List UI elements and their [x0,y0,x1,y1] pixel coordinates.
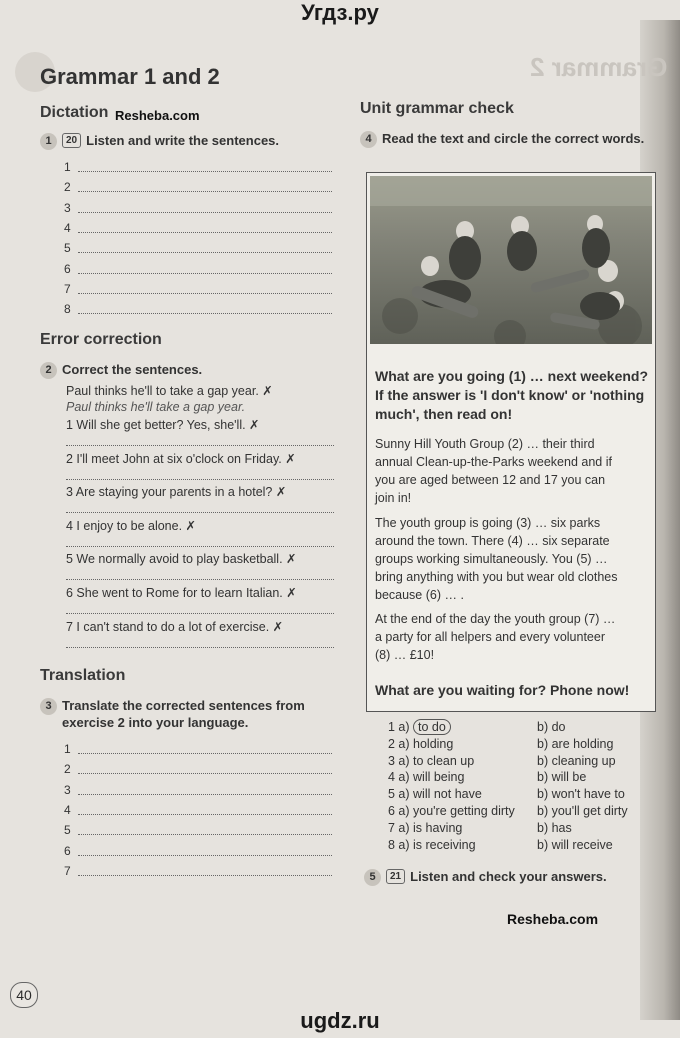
line-number: 5 [64,241,71,256]
advert-paragraph-1 [375,435,647,507]
page-number: 40 [10,982,38,1008]
option-b-text: will receive [551,837,613,852]
option-a[interactable]: 5 a) will not have [388,787,482,802]
advert-box [366,172,656,712]
dotted-answer-line[interactable] [78,313,332,314]
option-a-text: will being [413,770,465,785]
writing-line[interactable] [64,297,332,317]
option-a-text: will not have [413,787,482,802]
task-3-text-2: exercise 2 into your language. [62,715,249,730]
translation-heading: Translation [40,667,126,684]
task-4-instruction [360,131,644,148]
line-number: 6 [64,843,71,858]
writing-line[interactable] [64,155,332,175]
line-number: 6 [64,261,71,276]
dotted-answer-line[interactable] [66,512,334,513]
writing-line[interactable] [64,257,332,277]
dotted-answer-line[interactable] [66,613,334,614]
watermark-bottom: ugdz.ru [300,1008,380,1033]
option-b-text: you'll get dirty [551,804,628,818]
error-item: 4 I enjoy to be alone. ✗ [66,518,197,533]
writing-line[interactable] [64,737,332,757]
line-number: 1 [64,160,71,174]
dotted-answer-line[interactable] [66,647,334,648]
advert-text-line: Sunny Hill Youth Group (2) … their third [375,437,595,451]
error-item: 3 Are staying your parents in a hotel? ✗ [66,485,287,500]
dotted-answer-line[interactable] [78,834,332,835]
task-3-instruction [40,698,305,730]
option-a[interactable]: 7 a) is having [388,820,463,835]
option-a-text: you're getting dirty [413,804,515,818]
watermark-top: Угдз.ру [301,0,379,25]
task-number-badge: 3 [40,698,57,715]
error-item: 5 We normally avoid to play basketball. ✗ [66,552,297,567]
option-b-text: has [551,820,572,835]
option-b[interactable]: b) you'll get dirty [537,804,628,818]
option-b[interactable]: b) has [537,820,572,835]
dotted-answer-line[interactable] [78,171,332,172]
option-b-text: won't have to [551,787,625,802]
writing-line[interactable] [64,757,332,777]
error-example: Paul thinks he'll to take a gap year. ✗ [66,384,273,398]
dotted-answer-line[interactable] [78,293,332,294]
option-a-text: to do [413,719,451,735]
dotted-answer-line[interactable] [78,212,332,213]
advert-text-line: you are aged between 12 and 17 you can [375,473,606,487]
writing-line[interactable] [64,277,332,297]
dotted-answer-line[interactable] [66,579,334,580]
dotted-answer-line[interactable] [78,875,332,876]
advert-text-line: At the end of the day the youth group (7) … [375,612,616,626]
resheba-watermark-2: Resheba.com [507,911,599,927]
advert-text-line: The youth group is going (3) … six parks [375,516,601,530]
task-4-text: Read the text and circle the correct words. [382,131,645,146]
option-number: 5 [388,787,395,802]
dotted-answer-line[interactable] [78,753,332,754]
task-1-instruction [40,133,279,150]
unit-check-heading: Unit grammar check [360,100,514,117]
error-item: 6 She went to Rome for to learn Italian. ✗ [66,586,297,600]
error-example-answer: Paul thinks he'll take a gap year. [66,400,246,414]
writing-line[interactable] [64,175,332,195]
line-number: 3 [64,782,71,797]
option-a[interactable]: 8 a) is receiving [388,837,476,852]
advert-text-line: (8) … £10! [375,648,435,662]
dotted-answer-line[interactable] [66,546,334,547]
option-a-text: holding [413,736,454,751]
line-number: 5 [64,823,71,838]
option-a[interactable]: 1 a) to do [388,720,451,734]
option-b-text: cleaning up [551,753,616,768]
writing-line[interactable] [64,839,332,859]
page-title: Grammar 1 and 2 [40,64,220,89]
line-number: 3 [64,200,71,215]
writing-line[interactable] [64,818,332,838]
dotted-answer-line[interactable] [66,479,334,480]
writing-line[interactable] [64,798,332,818]
line-number: 1 [64,742,71,756]
writing-line[interactable] [64,778,332,798]
option-number: 2 [388,736,395,751]
option-a[interactable]: 4 a) will being [388,770,465,785]
option-number: 8 [388,837,395,852]
dotted-answer-line[interactable] [66,445,334,446]
task-number-badge: 1 [40,133,57,150]
option-b[interactable]: b) are holding [537,736,614,751]
option-number: 4 [388,770,395,785]
dotted-answer-line[interactable] [78,273,332,274]
task-5-text: Listen and check your answers. [410,869,607,884]
task-2-instruction [40,362,202,379]
option-b[interactable]: b) won't have to [537,787,625,802]
line-number: 8 [64,302,71,317]
advert-heading-line-3: much', then read on! [375,406,513,422]
task-number-badge: 2 [40,362,57,379]
advert-heading-line-2: If the answer is 'I don't know' or 'nothing [375,387,645,403]
dictation-heading: Dictation [40,104,109,121]
line-number: 2 [64,180,71,195]
option-b-text: do [551,720,566,734]
option-b-text: will be [551,770,587,785]
line-number: 7 [64,281,71,296]
line-number: 4 [64,220,71,235]
dotted-answer-line[interactable] [78,232,332,233]
advert-text-line: groups working simultaneously. You (5) … [375,552,608,566]
advert-text-line: a party for all helpers and every volunteer [375,630,605,644]
dotted-answer-line[interactable] [78,191,332,192]
line-number: 7 [64,863,71,878]
task-3-text-1: Translate the corrected sentences from [62,698,305,713]
writing-line[interactable] [64,236,332,256]
option-b-text: are holding [551,736,614,751]
dotted-answer-line[interactable] [78,794,332,795]
option-number: 1 [388,720,395,734]
line-number: 4 [64,802,71,817]
option-b[interactable]: b) do [537,720,566,734]
writing-line[interactable] [64,216,332,236]
advert-text-line: because (6) … . [375,588,464,602]
task-1-text: Listen and write the sentences. [86,133,280,148]
advert-text-line: bring anything with you but wear old clothes [375,570,618,584]
youth-group-photo [370,176,652,344]
option-a-text: is having [413,820,463,835]
option-b[interactable]: b) will receive [537,837,613,852]
error-item: 2 I'll meet John at six o'clock on Friday. ✗ [66,451,296,466]
option-a-text: is receiving [413,837,476,852]
advert-text-line: annual Clean-up-the-Parks weekend and if [375,455,612,469]
line-number: 2 [64,762,71,777]
task-5-instruction [364,869,607,886]
task-number-badge: 5 [364,869,381,886]
option-number: 6 [388,804,395,818]
option-b[interactable]: b) will be [537,770,587,785]
dotted-answer-line[interactable] [78,252,332,253]
bleed-through-title: Grammar 2 [530,52,668,82]
advert-heading-line-1: What are you going (1) … next weekend? [375,368,649,384]
task-number-badge: 4 [360,131,377,148]
dotted-answer-line[interactable] [78,855,332,856]
error-item: 1 Will she get better? Yes, she'll. ✗ [66,418,260,432]
option-a[interactable]: 3 a) to clean up [388,753,475,768]
error-correction-heading: Error correction [40,331,162,348]
dotted-answer-line[interactable] [78,773,332,774]
resheba-watermark-1: Resheba.com [115,108,200,123]
option-a-text: to clean up [413,753,475,768]
error-item: 7 I can't stand to do a lot of exercise. ✗ [66,619,284,634]
writing-line[interactable] [64,196,332,216]
writing-line[interactable] [64,859,332,879]
cd-track-icon: 20 [62,133,81,148]
advert-paragraph-2 [375,514,647,604]
option-number: 7 [388,820,395,835]
advert-text-line: around the town. There (4) … six separate [375,534,610,548]
option-number: 3 [388,753,395,768]
option-a[interactable]: 6 a) you're getting dirty [388,804,515,818]
dotted-answer-line[interactable] [78,814,332,815]
advert-call-to-action: What are you waiting for? Phone now! [375,682,630,698]
option-a[interactable]: 2 a) holding [388,736,454,751]
option-b[interactable]: b) cleaning up [537,753,616,768]
cd-track-icon: 21 [386,869,405,884]
task-2-text: Correct the sentences. [62,362,203,377]
advert-text-line: join in! [375,491,412,505]
advert-paragraph-3 [375,610,647,664]
